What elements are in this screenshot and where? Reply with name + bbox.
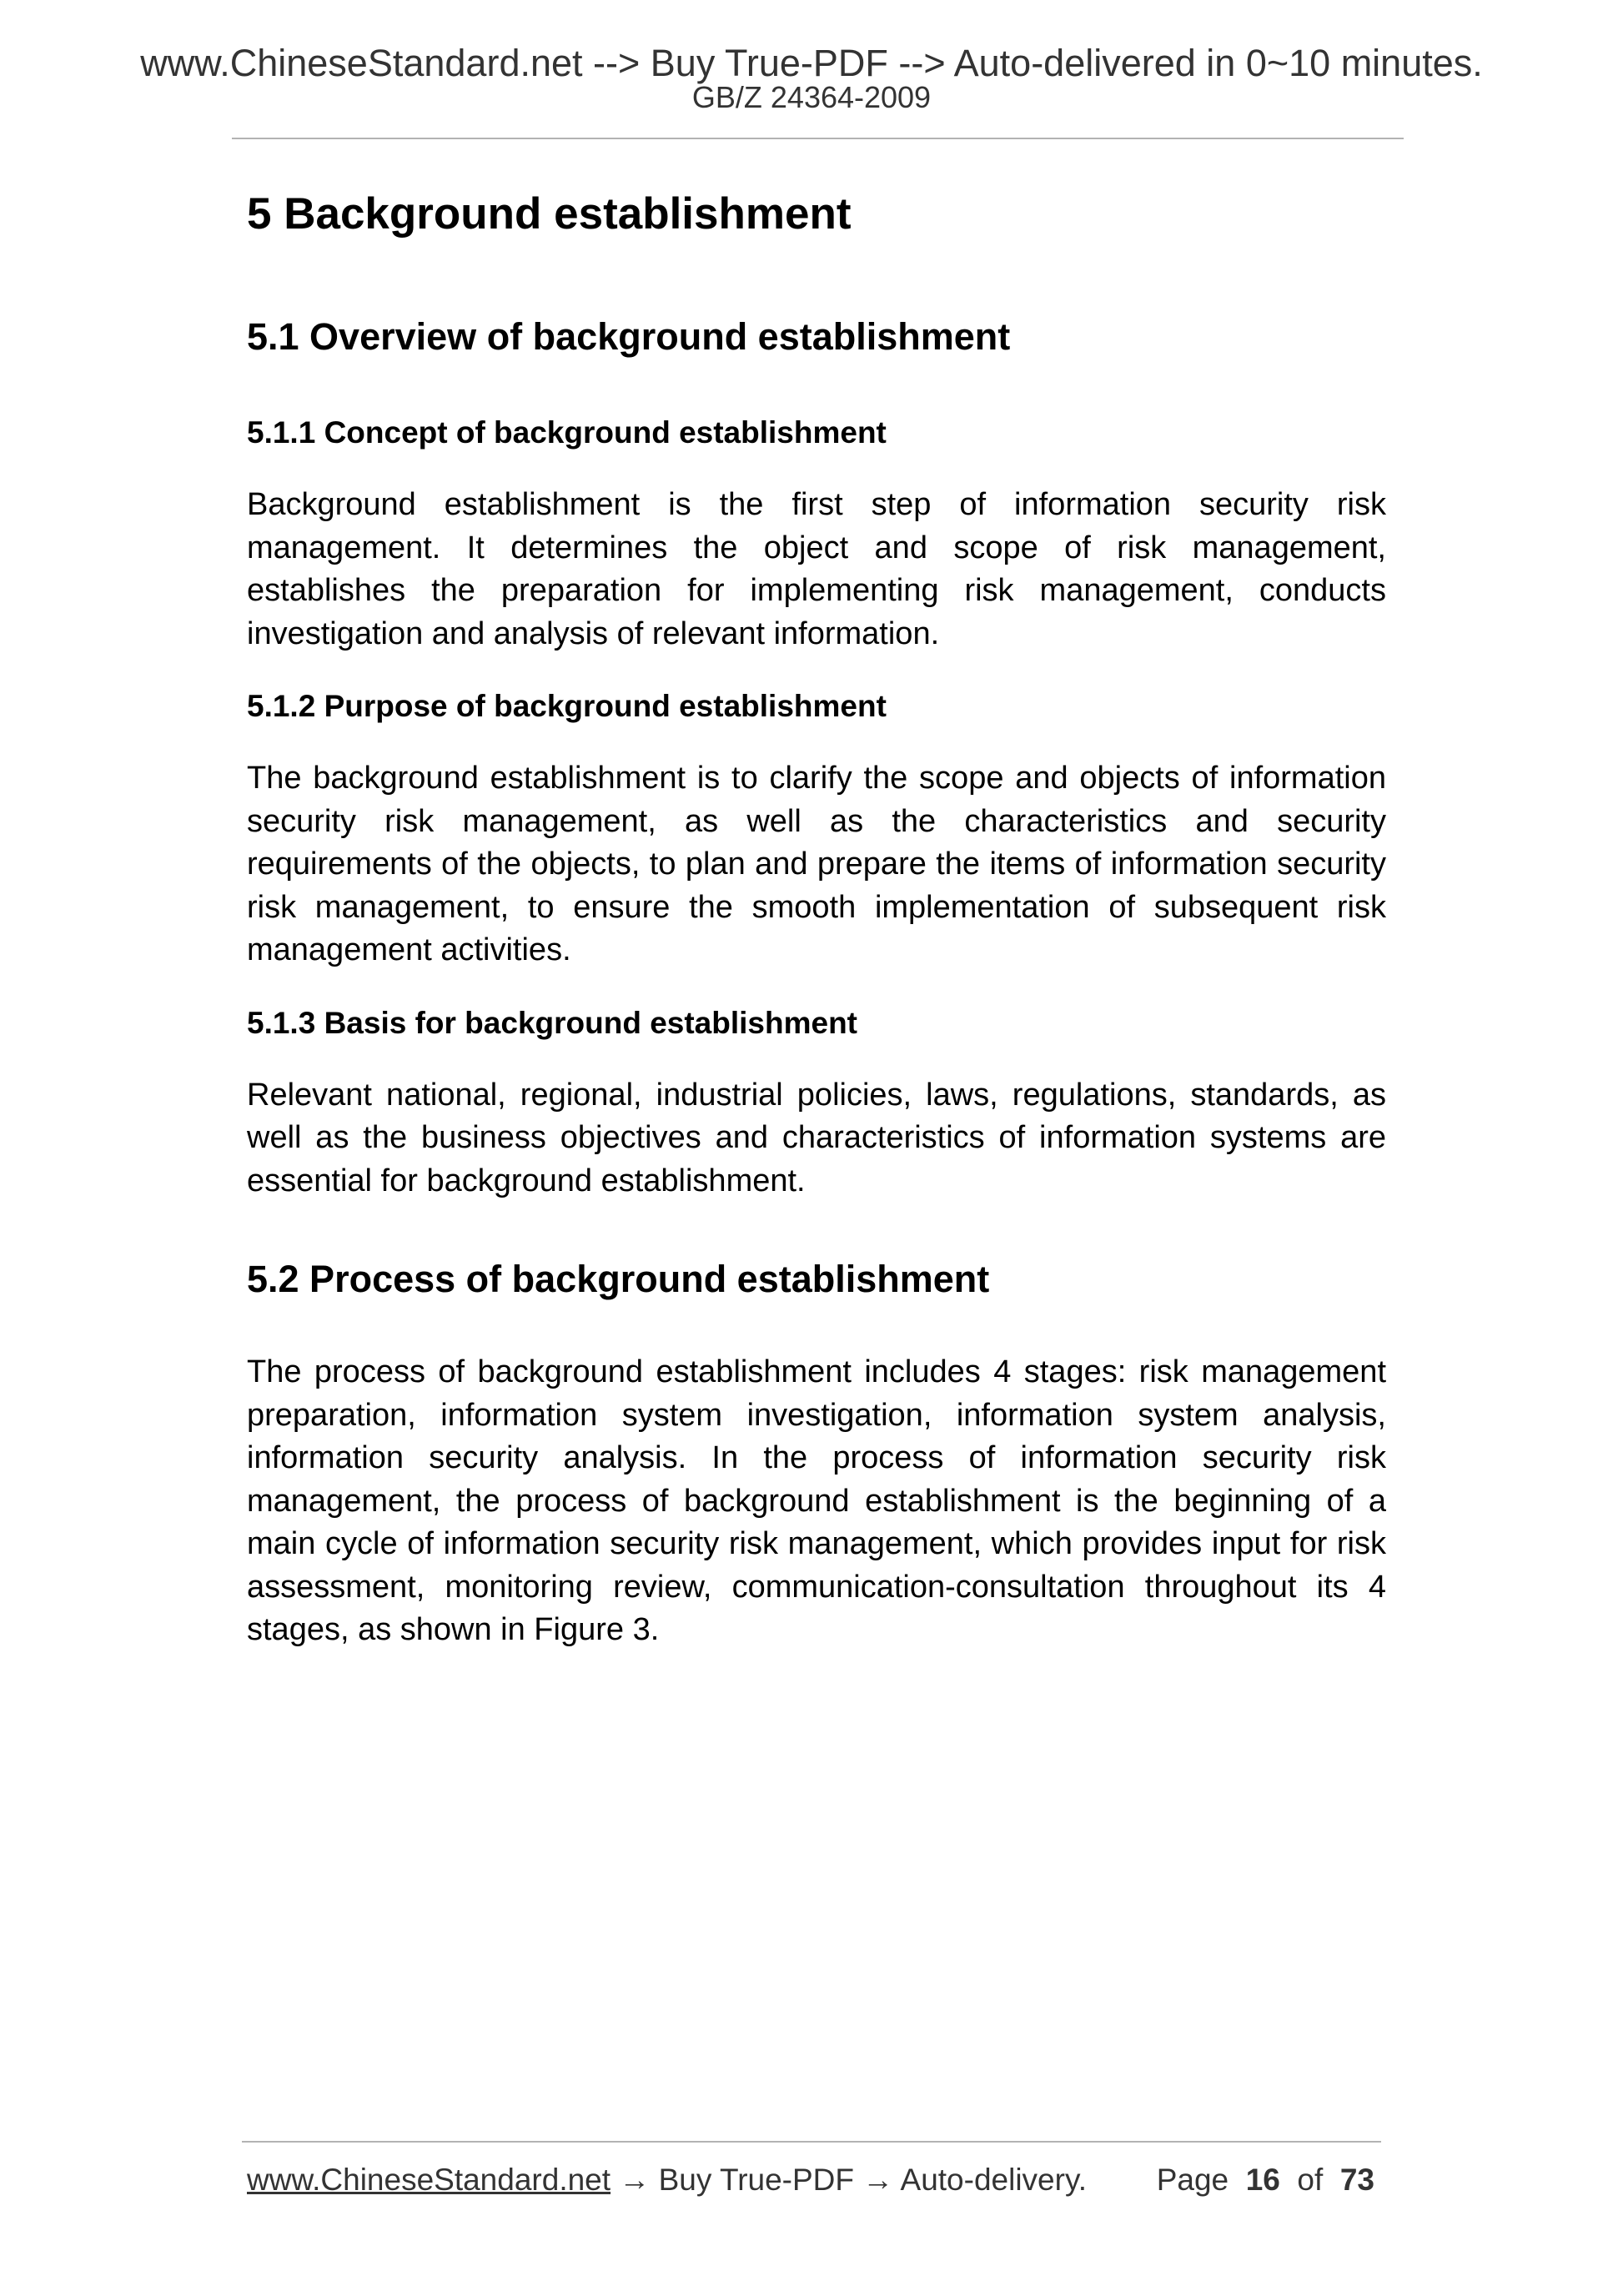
clause-title-5-1-3: 5.1.3 Basis for background establishment xyxy=(247,1005,857,1040)
document-number: GB/Z 24364-2009 xyxy=(691,80,932,114)
footer-site-link[interactable]: www.ChineseStandard.net xyxy=(247,2163,611,2197)
section-title: 5 Background establishment xyxy=(247,189,852,239)
footer-left xyxy=(247,2160,1087,2200)
clause-title-5-1-2: 5.1.2 Purpose of background establishment xyxy=(247,689,887,723)
clause-text-5-1-3: Relevant national, regional, industrial policies, laws, regulations, standards, as well as the business objectives and characteristics of information systems are essential for background establishment. xyxy=(247,1077,1386,1198)
of-label: of xyxy=(1297,2163,1324,2197)
top-banner: www.ChineseStandard.net --> Buy True-PDF --> Auto-delivered in 0~10 minutes. xyxy=(140,42,1483,84)
page-indicator xyxy=(1157,2160,1374,2200)
clause-title-5-1-1: 5.1.1 Concept of background establishment xyxy=(247,415,887,450)
page-content xyxy=(247,185,1386,1652)
subsection-title-5-2: 5.2 Process of background establishment xyxy=(247,1258,990,1300)
clause-text-5-1-2: The background establishment is to clarify the scope and objects of information security risk management, as well as the characteristics and security requirements of the objects, to plan and prepare the items of information security risk management, to ensure the smooth implementation of subsequent risk management activities. xyxy=(247,761,1386,967)
page-label: Page xyxy=(1156,2163,1229,2197)
clause-text-5-2: The process of background establishment includes 4 stages: risk management preparation, information system investigation, information system analysis, information security analysis. In the process of information security risk management, the process of background establishment is the beginning of a main cycle of information security risk management, which provides input for risk assessment, monitoring review, communication-consultation throughout its 4 stages, as shown in Figure 3. xyxy=(247,1354,1386,1647)
subsection-title-5-1: 5.1 Overview of background establishment xyxy=(247,315,1011,358)
footer-divider xyxy=(242,2141,1381,2143)
footer-tagline: → Buy True-PDF → Auto-delivery. xyxy=(611,2163,1087,2197)
page-total: 73 xyxy=(1339,2163,1374,2197)
page-current: 16 xyxy=(1245,2163,1280,2197)
header-divider xyxy=(232,138,1404,139)
clause-text-5-1-1: Background establishment is the first step of information security risk management. It determines the object and scope of risk management, establishes the preparation for implementing risk management, conducts investigation and analysis of relevant information. xyxy=(247,487,1386,651)
